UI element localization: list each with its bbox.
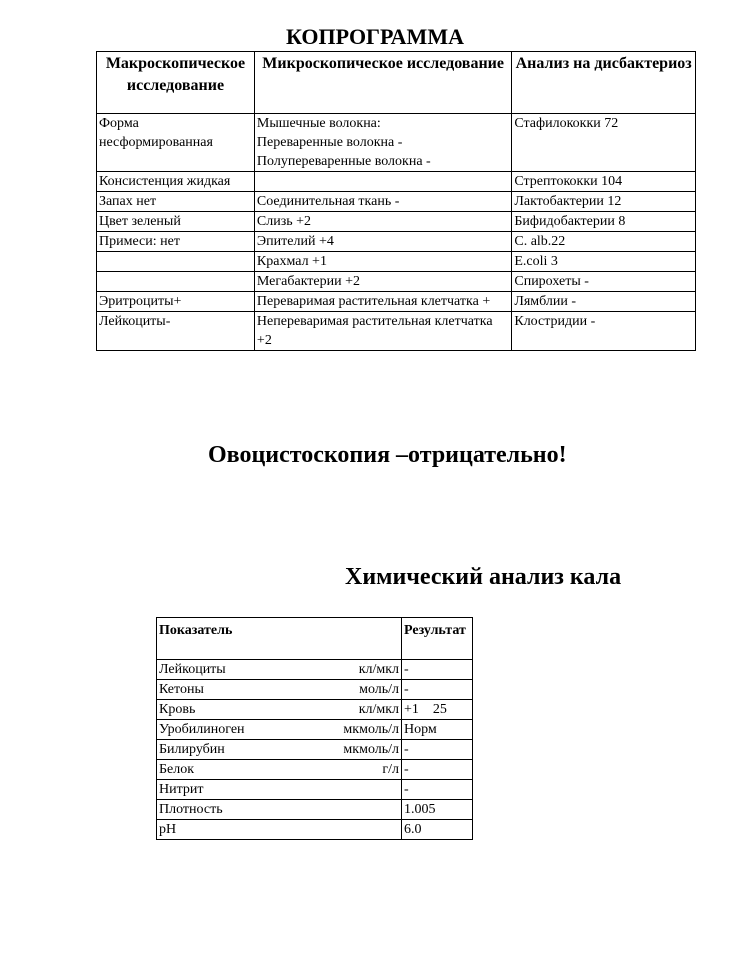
- indicator-cell: [157, 680, 402, 700]
- coprogram-row: [97, 232, 696, 252]
- macro-cell: [97, 212, 255, 232]
- micro-cell-line: Слизь +2: [256, 214, 312, 229]
- chemical-row: [157, 820, 473, 840]
- indicator-name: Нитрит: [159, 782, 204, 797]
- micro-cell-line: Непереваримая растительная клетчатка: [256, 314, 493, 329]
- header-indicator: Показатель: [157, 618, 402, 660]
- indicator-cell: [157, 760, 402, 780]
- micro-cell: [254, 192, 511, 212]
- micro-cell-line: Мышечные волокна:: [256, 116, 381, 131]
- chemical-row: [157, 660, 473, 680]
- coprogram-row: [97, 252, 696, 272]
- dysbacteriosis-cell: C. alb.22: [512, 232, 696, 252]
- indicator-unit: кл/мкл: [358, 662, 400, 677]
- micro-cell-line: Крахмал +1: [256, 254, 327, 269]
- indicator-name: Кровь: [159, 702, 196, 717]
- header-result: Результат: [402, 618, 473, 660]
- micro-cell-line: +2: [256, 333, 272, 348]
- result-cell: -: [402, 660, 473, 680]
- dysbacteriosis-cell: Лактобактерии 12: [512, 192, 696, 212]
- result-cell: -: [402, 740, 473, 760]
- indicator-cell: [157, 740, 402, 760]
- coprogram-row: [97, 212, 696, 232]
- micro-cell: [254, 312, 511, 351]
- micro-cell-line: Эпителий +4: [256, 234, 334, 249]
- indicator-cell: [157, 800, 402, 820]
- micro-cell: [254, 172, 511, 192]
- indicator-cell: [157, 660, 402, 680]
- macro-cell-line: Запах нет: [99, 194, 157, 209]
- macro-cell-line: Лейкоциты-: [99, 314, 171, 329]
- result-cell: -: [402, 760, 473, 780]
- indicator-name: Кетоны: [159, 682, 204, 697]
- micro-cell: [254, 272, 511, 292]
- indicator-name: Лейкоциты: [159, 662, 226, 677]
- result-cell: Норм: [402, 720, 473, 740]
- macro-cell: [97, 312, 255, 351]
- macro-cell-line: Цвет зеленый: [99, 214, 181, 229]
- indicator-unit: мкмоль/л: [343, 742, 400, 757]
- macro-cell-line: Форма: [99, 116, 139, 131]
- chemical-row: [157, 780, 473, 800]
- macro-cell: [97, 172, 255, 192]
- coprogram-row: [97, 312, 696, 351]
- chemical-row: [157, 740, 473, 760]
- indicator-unit: г/л: [382, 762, 400, 777]
- header-macro: Макроскопическое исследование: [97, 52, 255, 114]
- micro-cell: [254, 114, 511, 172]
- indicator-cell: [157, 700, 402, 720]
- dysbacteriosis-cell: Клостридии -: [512, 312, 696, 351]
- dysbacteriosis-cell: Спирохеты -: [512, 272, 696, 292]
- indicator-unit: кл/мкл: [358, 702, 400, 717]
- result-cell: 1.005: [402, 800, 473, 820]
- chemical-row: [157, 720, 473, 740]
- dysbacteriosis-cell: E.coli 3: [512, 252, 696, 272]
- macro-cell: [97, 114, 255, 172]
- result-cell: -: [402, 680, 473, 700]
- dysbacteriosis-cell: Бифидобактерии 8: [512, 212, 696, 232]
- dysbacteriosis-cell: Стрептококки 104: [512, 172, 696, 192]
- micro-cell-line: Полупереваренные волокна -: [256, 154, 431, 169]
- macro-cell: [97, 272, 255, 292]
- macro-cell-line: Эритроциты+: [99, 294, 182, 309]
- coprogram-row: [97, 192, 696, 212]
- indicator-name: pH: [159, 822, 177, 837]
- coprogram-row: [97, 292, 696, 312]
- indicator-cell: [157, 720, 402, 740]
- micro-cell: [254, 232, 511, 252]
- page-title: КОПРОГРАММА: [286, 24, 464, 49]
- micro-cell: [254, 252, 511, 272]
- result-cell: -: [402, 780, 473, 800]
- header-dysbacteriosis: Анализ на дисбактериоз: [512, 52, 696, 114]
- coprogram-row: [97, 172, 696, 192]
- result-cell: +1 25: [402, 700, 473, 720]
- coprogram-header-row: [97, 52, 696, 114]
- indicator-unit: мкмоль/л: [343, 722, 400, 737]
- chemical-row: [157, 760, 473, 780]
- macro-cell: [97, 192, 255, 212]
- macro-cell-line: Консистенция жидкая: [99, 174, 231, 189]
- micro-cell-line: Переваренные волокна -: [256, 135, 403, 150]
- dysbacteriosis-cell: Стафилококки 72: [512, 114, 696, 172]
- indicator-name: Плотность: [159, 802, 223, 817]
- header-micro: Микроскопическое исследование: [254, 52, 511, 114]
- indicator-name: Билирубин: [159, 742, 225, 757]
- coprogram-row: [97, 114, 696, 172]
- indicator-name: Уробилиноген: [159, 722, 245, 737]
- coprogram-table: [96, 51, 696, 351]
- macro-cell: [97, 292, 255, 312]
- dysbacteriosis-cell: Лямблии -: [512, 292, 696, 312]
- coprogram-row: [97, 272, 696, 292]
- micro-cell-line: Соединительная ткань -: [256, 194, 400, 209]
- indicator-cell: [157, 780, 402, 800]
- chemical-row: [157, 700, 473, 720]
- micro-cell: [254, 292, 511, 312]
- result-cell: 6.0: [402, 820, 473, 840]
- macro-cell: [97, 252, 255, 272]
- macro-cell: [97, 232, 255, 252]
- indicator-name: Белок: [159, 762, 195, 777]
- ovocystoscopy-result: Овоцистоскопия –отрицательно!: [208, 442, 567, 468]
- micro-cell: [254, 212, 511, 232]
- chemical-analysis-table: [156, 617, 473, 840]
- macro-cell-line: несформированная: [99, 135, 213, 150]
- micro-cell-line: Переваримая растительная клетчатка +: [256, 294, 491, 309]
- chemical-header-row: [157, 618, 473, 660]
- indicator-unit: моль/л: [359, 682, 400, 697]
- chemical-analysis-title: Химический анализ кала: [345, 564, 622, 590]
- indicator-cell: [157, 820, 402, 840]
- chemical-row: [157, 800, 473, 820]
- macro-cell-line: Примеси: нет: [99, 234, 180, 249]
- micro-cell-line: Мегабактерии +2: [256, 274, 361, 289]
- chemical-row: [157, 680, 473, 700]
